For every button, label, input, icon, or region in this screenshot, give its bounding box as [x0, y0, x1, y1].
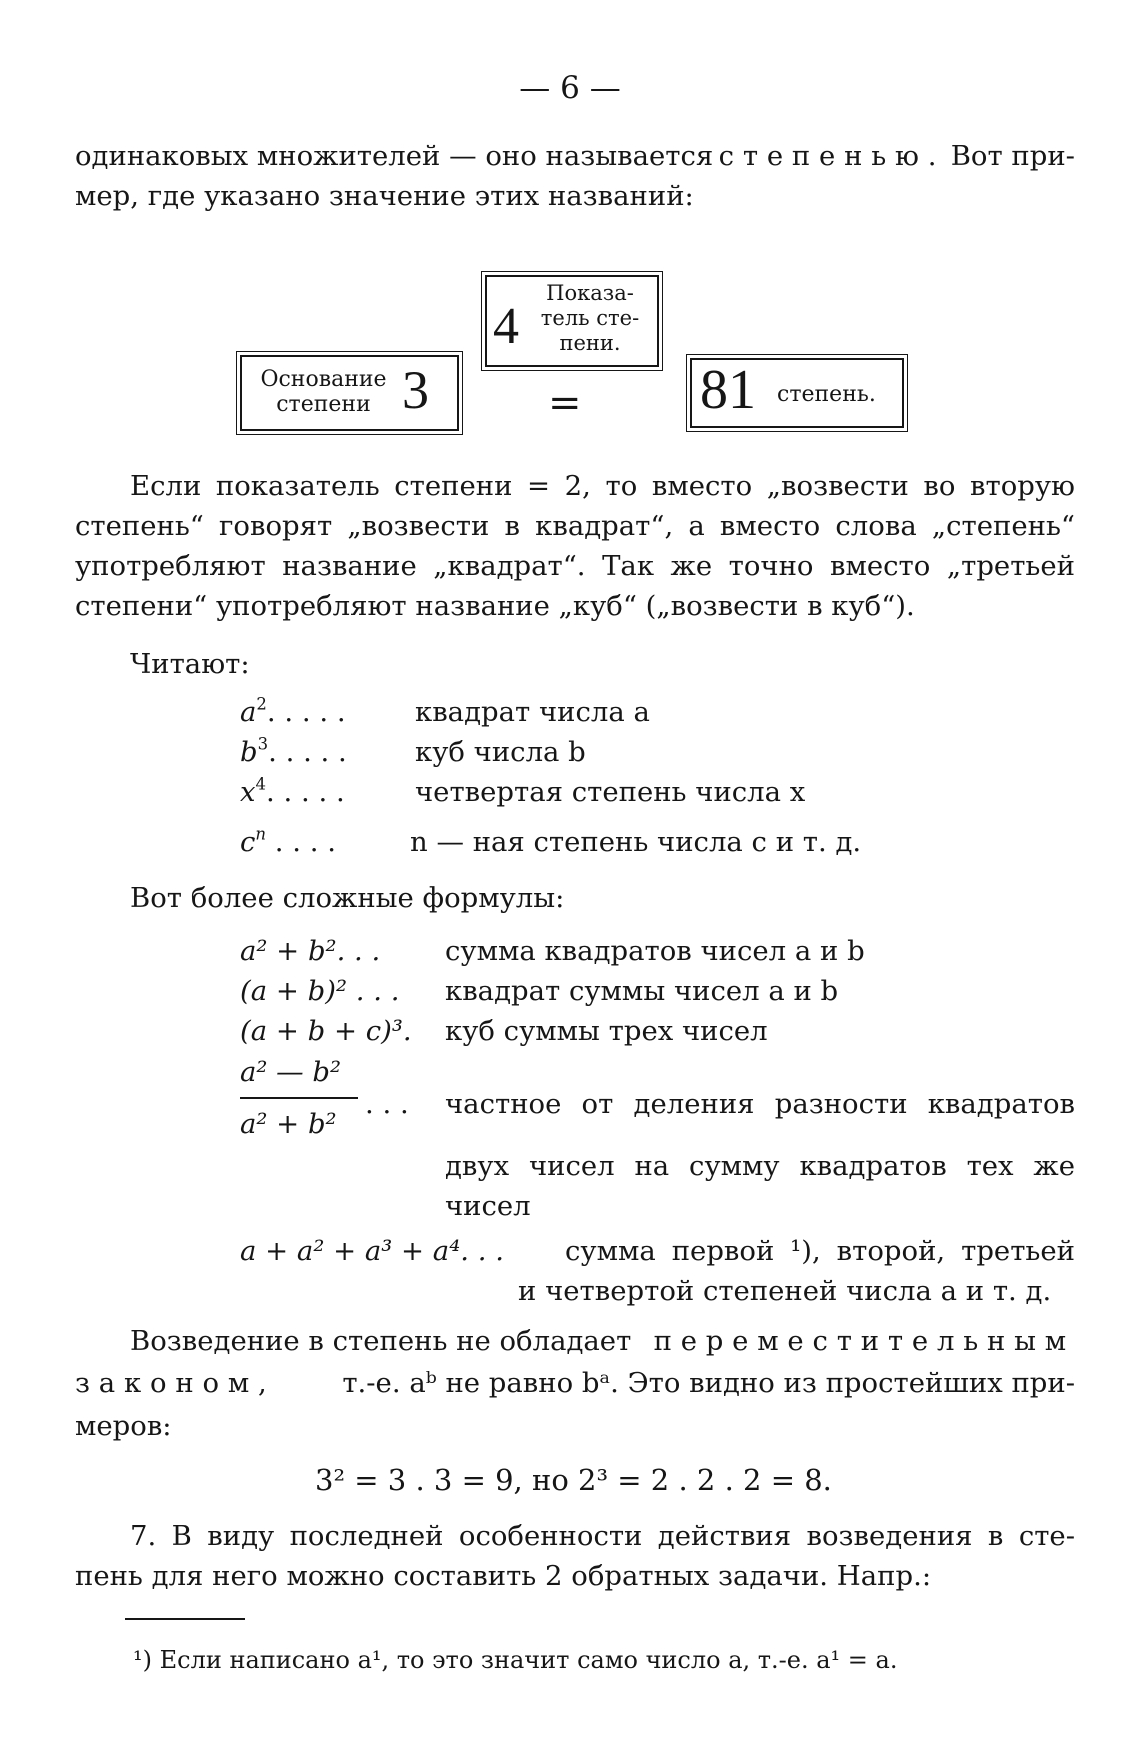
para2-line-2: законом, т.-е. aᵇ не равно bᵃ. Это видно из простейших при- [75, 1367, 1075, 1399]
read-item: $b^3$. . . . . [240, 734, 347, 768]
formula-power-series-text-1: сумма первой ¹), второй, третьей [565, 1235, 1075, 1267]
para1-line-3: употребляют название „квадрат“. Так же точно вместо „третьей [75, 550, 1075, 582]
read-item-text: квадрат числа a [415, 696, 650, 728]
para1-line-1: Если показатель степени = 2, то вместо „возвести во вторую [130, 470, 1075, 502]
para1-line-4: степени“ употребляют название „куб“ („возвести в куб“). [75, 590, 915, 622]
term-commutative: переместительным [653, 1325, 1075, 1357]
base-box [240, 355, 459, 431]
base-label: Основание степени [260, 367, 387, 417]
formula-square-sum-text: квадрат суммы чисел a и b [445, 975, 839, 1007]
intro-term-power: степенью. [718, 140, 946, 172]
equals-sign: = [548, 380, 582, 426]
fraction-dots: . . . [365, 1088, 409, 1120]
formula-square-sum: (a + b)² . . . [240, 975, 400, 1007]
read-item-text: куб числа b [415, 736, 586, 768]
formula-sum-squares-text: сумма квадратов чисел a и b [445, 935, 865, 967]
fraction-numerator: a² — b² [240, 1056, 342, 1088]
para1-line-2: степень“ говорят „возвести в квадрат“, а вместо слова „степень“ [75, 510, 1075, 542]
intro-text-a: одинаковых множителей — оно называется [75, 140, 714, 172]
read-heading: Читают: [130, 648, 250, 680]
read-item-text: n — ная степень числа с и т. д. [410, 826, 862, 858]
read-item: $a^2$. . . . . [240, 694, 346, 728]
intro-line-1 [75, 140, 1075, 172]
fraction-text-3: чисел [445, 1190, 531, 1222]
para2-line-1: Возведение в степень не обладает переместительным [130, 1325, 1075, 1357]
footnote: ¹) Если написано a¹, то это значит само число a, т.-е. a¹ = a. [133, 1646, 898, 1674]
exponent-label: Показа- тель сте- пени. [540, 281, 640, 355]
fraction-denominator: a² + b² [240, 1108, 337, 1140]
formula-power-series: a + a² + a³ + a⁴. . . [240, 1235, 504, 1267]
fraction-bar [240, 1097, 358, 1099]
intro-line-2: мер, где указано значение этих названий: [75, 180, 694, 212]
formula-sum-squares: a² + b². . . [240, 935, 381, 967]
base-value: 3 [402, 360, 429, 420]
exponent-value: 4 [493, 298, 519, 355]
read-item: $x^4$. . . . . [240, 774, 345, 808]
power-label: степень. [777, 382, 876, 407]
complex-heading: Вот более сложные формулы: [130, 882, 565, 914]
intro-text-b: Вот при- [950, 140, 1075, 172]
read-item-text: четвертая степень числа x [415, 776, 806, 808]
read-item: $c^n$ . . . . [240, 824, 336, 858]
formula-cube-sum-text: куб суммы трех чисел [445, 1015, 768, 1047]
power-value: 81 [700, 359, 756, 421]
footnote-rule [125, 1618, 245, 1620]
formula-power-series-text-2: и четвертой степеней числа a и т. д. [518, 1275, 1052, 1307]
fraction-text-1: частное от деления разности квадратов [445, 1088, 1075, 1120]
fraction-text-2: двух чисел на сумму квадратов тех же [445, 1150, 1075, 1182]
exponent-box [485, 275, 659, 367]
formula-cube-sum: (a + b + c)³. [240, 1015, 412, 1047]
para3-line-1: 7. В виду последней особенности действия возведения в сте- [130, 1520, 1075, 1552]
page-number: — 6 — [519, 70, 621, 106]
term-law: законом, [75, 1367, 276, 1399]
para3-line-2: пень для него можно составить 2 обратных задачи. Напр.: [75, 1560, 932, 1592]
para2-line-3: меров: [75, 1410, 172, 1442]
power-box [690, 358, 904, 428]
example-equation: 3² = 3 . 3 = 9, но 2³ = 2 . 2 . 2 = 8. [315, 1463, 832, 1497]
